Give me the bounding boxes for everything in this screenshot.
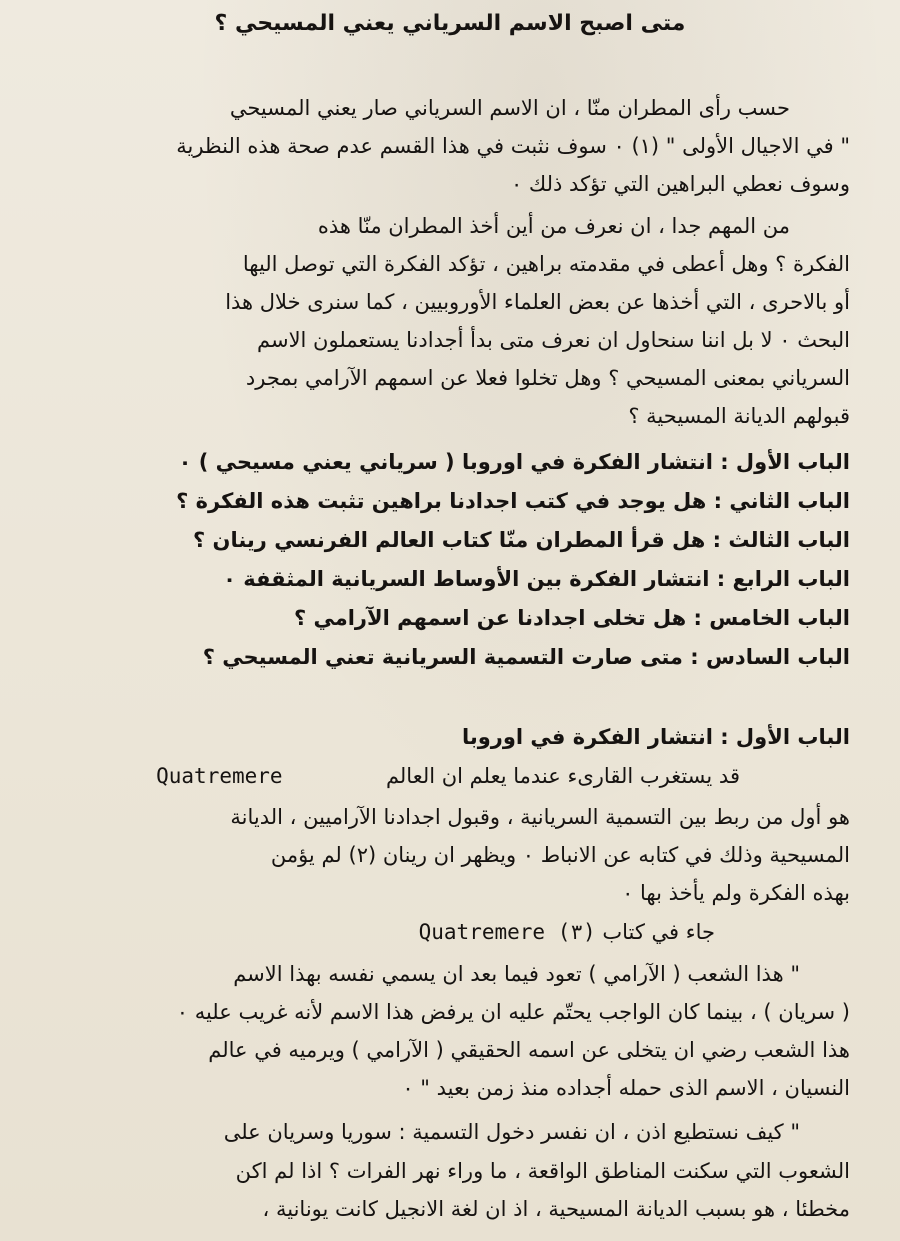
body-line: [10, 757, 740, 795]
body-line: المسيحية وذلك في كتابه عن الانباط ٠ ويظهر ان رينان (٢) لم يؤمن: [270, 843, 850, 867]
body-line: هو أول من ربط بين التسمية السريانية ، وقبول اجدادنا الآراميين ، الديانة: [230, 805, 850, 829]
paragraph-line: من المهم جدا ، ان نعرف من أين أخذ المطران منّا هذه: [317, 214, 790, 238]
page-title: متى اصبح الاسم السرياني يعني المسيحي ؟: [214, 11, 686, 36]
quote-line: " هذا الشعب ( الآرامي ) تعود فيما بعد ان يسمي نفسه بهذا الاسم: [233, 962, 800, 986]
paragraph-line: البحث ٠ لا بل اننا سنحاول ان نعرف متى بدأ أجدادنا يستعملون الاسم: [257, 328, 850, 352]
chapter-item: الباب الثاني : هل يوجد في كتب اجدادنا براهين تثبت هذه الفكرة ؟: [176, 489, 850, 513]
body-text: قد يستغرب القارىء عندما يعلم ان العالم: [385, 764, 740, 788]
paragraph-line: السرياني بمعنى المسيحي ؟ وهل تخلوا فعلا عن اسمهم الآرامي بمجرد: [245, 366, 850, 390]
body-text: جاء في كتاب: [602, 920, 715, 944]
chapter-item: الباب الثالث : هل قرأ المطران منّا كتاب العالم الفرنسي رينان ؟: [193, 528, 850, 552]
chapter-item: الباب الرابع : انتشار الفكرة بين الأوساط السريانية المثقفة ٠: [223, 567, 850, 591]
paragraph-line: أو بالاحرى ، التي أخذها عن بعض العلماء الأوروبيين ، كما سنرى خلال هذا: [225, 290, 850, 314]
chapter-item: الباب السادس : متى صارت التسمية السريانية تعني المسيحي ؟: [202, 645, 850, 669]
paragraph-line: " في الاجيال الأولى " (١) ٠ سوف نثبت في هذا القسم عدم صحة هذه النظرية: [176, 134, 850, 158]
paragraph-line: قبولهم الديانة المسيحية ؟: [628, 404, 850, 428]
chapter-item: الباب الخامس : هل تخلى اجدادنا عن اسمهم الآرامي ؟: [293, 606, 850, 630]
paragraph-line: وسوف نعطي البراهين التي تؤكد ذلك ٠: [510, 172, 850, 196]
paragraph-line: حسب رأى المطران منّا ، ان الاسم السرياني صار يعني المسيحي: [229, 96, 790, 120]
latin-name: Quatremere (٣): [418, 920, 596, 944]
body-line: بهذه الفكرة ولم يأخذ بها ٠: [622, 881, 850, 905]
chapter-item: الباب الأول : انتشار الفكرة في اوروبا ( سرياني يعني مسيحي ) ٠: [178, 450, 850, 474]
quote-line: الشعوب التي سكنت المناطق الواقعة ، ما وراء نهر الفرات ؟ اذا لم اكن: [235, 1159, 850, 1183]
quote-line: هذا الشعب رضي ان يتخلى عن اسمه الحقيقي ( الآرامي ) ويرميه في عالم: [208, 1038, 850, 1062]
paragraph-line: الفكرة ؟ وهل أعطى في مقدمته براهين ، تؤكد الفكرة التي توصل اليها: [242, 252, 850, 276]
body-line: [10, 913, 715, 951]
latin-name: Quatremere: [156, 764, 283, 788]
quote-line: " كيف نستطيع اذن ، ان نفسر دخول التسمية : سوريا وسريان على: [223, 1120, 800, 1144]
quote-line: النسيان ، الاسم الذى حمله أجداده منذ زمن بعيد " ٠: [402, 1076, 850, 1100]
quote-line: ( سريان ) ، بينما كان الواجب يحتّم عليه ان يرفض هذا الاسم لأنه غريب عليه ٠: [176, 1000, 850, 1024]
quote-line: مخطئا ، هو بسبب الديانة المسيحية ، اذ ان لغة الانجيل كانت يونانية ،: [262, 1197, 850, 1221]
section-heading: الباب الأول : انتشار الفكرة في اوروبا: [461, 725, 850, 749]
